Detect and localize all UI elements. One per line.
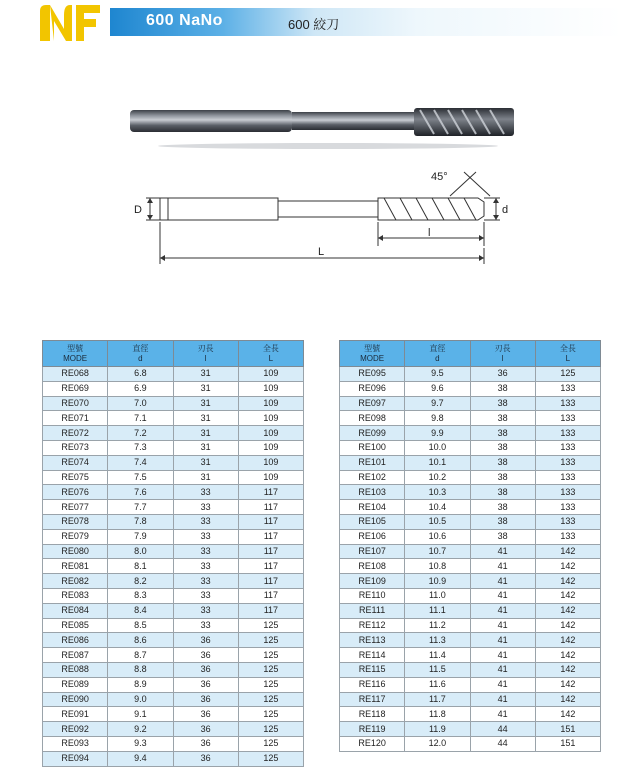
table-row [340,544,601,559]
cell-total-length: 142 [535,574,600,589]
cell-diameter: 9.9 [405,426,470,441]
cell-total-length: 117 [238,500,303,515]
brand-logo [38,3,102,43]
cell-blade-length: 33 [173,529,238,544]
cell-diameter: 7.6 [108,485,173,500]
cell-blade-length: 33 [173,618,238,633]
cell-blade-length: 36 [173,722,238,737]
cell-model: RE117 [340,692,405,707]
cell-blade-length: 36 [173,707,238,722]
cell-model: RE107 [340,544,405,559]
cell-blade-length: 33 [173,544,238,559]
cell-model: RE070 [43,396,108,411]
page-title: 600 NaNo [146,12,223,29]
cell-model: RE085 [43,618,108,633]
table-row [340,381,601,396]
table-row [340,707,601,722]
table-row [43,411,304,426]
cell-model: RE115 [340,662,405,677]
cell-model: RE086 [43,633,108,648]
cell-model: RE119 [340,722,405,737]
dim-label-angle: 45° [431,171,448,183]
header-blade-length: 刃長 l [173,341,238,367]
cell-total-length: 117 [238,559,303,574]
cell-total-length: 142 [535,603,600,618]
cell-total-length: 125 [238,633,303,648]
cell-blade-length: 31 [173,455,238,470]
cell-blade-length: 38 [470,529,535,544]
cell-diameter: 6.8 [108,367,173,382]
cell-blade-length: 36 [173,736,238,751]
cell-model: RE068 [43,367,108,382]
cell-model: RE080 [43,544,108,559]
dim-label-d: d [502,204,509,216]
cell-model: RE093 [43,736,108,751]
cell-blade-length: 41 [470,662,535,677]
table-row [43,751,304,766]
table-row [43,633,304,648]
cell-model: RE096 [340,381,405,396]
cell-blade-length: 41 [470,574,535,589]
cell-blade-length: 33 [173,574,238,589]
table-row [340,692,601,707]
cell-total-length: 117 [238,529,303,544]
cell-model: RE097 [340,396,405,411]
cell-blade-length: 33 [173,485,238,500]
cell-total-length: 109 [238,426,303,441]
cell-model: RE100 [340,440,405,455]
cell-diameter: 8.0 [108,544,173,559]
cell-total-length: 142 [535,559,600,574]
cell-blade-length: 36 [173,662,238,677]
spec-table-right [339,340,601,752]
cell-blade-length: 41 [470,603,535,618]
table-row [43,648,304,663]
cell-diameter: 8.5 [108,618,173,633]
cell-diameter: 9.8 [405,411,470,426]
cell-diameter: 11.9 [405,722,470,737]
table-row [43,662,304,677]
cell-total-length: 109 [238,396,303,411]
cell-blade-length: 41 [470,633,535,648]
cell-total-length: 109 [238,470,303,485]
cell-blade-length: 31 [173,426,238,441]
table-row [43,544,304,559]
cell-blade-length: 36 [173,648,238,663]
cell-diameter: 9.5 [405,367,470,382]
cell-diameter: 8.4 [108,603,173,618]
cell-blade-length: 31 [173,381,238,396]
cell-blade-length: 41 [470,588,535,603]
cell-model: RE083 [43,588,108,603]
cell-diameter: 10.9 [405,574,470,589]
cell-blade-length: 41 [470,648,535,663]
header-model: 型號 MODE [43,341,108,367]
table-header-row [43,341,304,367]
cell-diameter: 10.3 [405,485,470,500]
table-row [340,514,601,529]
cell-total-length: 125 [238,692,303,707]
cell-model: RE089 [43,677,108,692]
cell-total-length: 142 [535,618,600,633]
cell-total-length: 142 [535,648,600,663]
cell-total-length: 133 [535,529,600,544]
cell-blade-length: 41 [470,618,535,633]
cell-blade-length: 41 [470,692,535,707]
cell-diameter: 7.7 [108,500,173,515]
cell-model: RE104 [340,500,405,515]
table-row [340,677,601,692]
cell-diameter: 10.0 [405,440,470,455]
table-row [340,648,601,663]
cell-diameter: 12.0 [405,736,470,751]
cell-total-length: 109 [238,381,303,396]
cell-blade-length: 36 [173,633,238,648]
cell-diameter: 11.1 [405,603,470,618]
cell-model: RE078 [43,514,108,529]
table-row [43,381,304,396]
table-row [43,603,304,618]
table-row [43,485,304,500]
header-model: 型號 MODE [340,341,405,367]
table-row [340,367,601,382]
cell-diameter: 11.8 [405,707,470,722]
cell-diameter: 10.5 [405,514,470,529]
cell-diameter: 7.1 [108,411,173,426]
cell-diameter: 11.4 [405,648,470,663]
table-row [43,367,304,382]
cell-model: RE103 [340,485,405,500]
cell-total-length: 117 [238,544,303,559]
cell-model: RE120 [340,736,405,751]
cell-diameter: 8.3 [108,588,173,603]
cell-model: RE098 [340,411,405,426]
cell-total-length: 142 [535,662,600,677]
dim-label-D: D [134,204,142,216]
cell-blade-length: 33 [173,500,238,515]
cell-diameter: 8.6 [108,633,173,648]
cell-model: RE108 [340,559,405,574]
cell-diameter: 9.3 [108,736,173,751]
cell-model: RE118 [340,707,405,722]
cell-model: RE116 [340,677,405,692]
cell-diameter: 11.0 [405,588,470,603]
cell-blade-length: 38 [470,514,535,529]
cell-model: RE071 [43,411,108,426]
table-header-row [340,341,601,367]
cell-model: RE091 [43,707,108,722]
cell-blade-length: 31 [173,367,238,382]
header-blade-length: 刃長 l [470,341,535,367]
cell-total-length: 133 [535,500,600,515]
cell-total-length: 133 [535,381,600,396]
cell-diameter: 10.8 [405,559,470,574]
cell-blade-length: 31 [173,411,238,426]
cell-diameter: 9.0 [108,692,173,707]
table-row [43,500,304,515]
cell-model: RE101 [340,455,405,470]
cell-blade-length: 36 [470,367,535,382]
table-row [43,455,304,470]
table-row [340,455,601,470]
cell-blade-length: 44 [470,722,535,737]
cell-model: RE114 [340,648,405,663]
cell-total-length: 125 [238,722,303,737]
cell-diameter: 9.2 [108,722,173,737]
cell-diameter: 9.6 [405,381,470,396]
cell-total-length: 142 [535,692,600,707]
cell-total-length: 133 [535,440,600,455]
cell-blade-length: 38 [470,455,535,470]
cell-diameter: 7.3 [108,440,173,455]
cell-total-length: 125 [238,677,303,692]
cell-blade-length: 44 [470,736,535,751]
cell-diameter: 7.8 [108,514,173,529]
table-row [340,722,601,737]
cell-model: RE112 [340,618,405,633]
cell-total-length: 142 [535,544,600,559]
cell-total-length: 125 [238,618,303,633]
table-row [340,529,601,544]
cell-blade-length: 38 [470,470,535,485]
cell-total-length: 142 [535,633,600,648]
cell-diameter: 9.1 [108,707,173,722]
cell-total-length: 133 [535,411,600,426]
table-row [43,574,304,589]
table-row [43,707,304,722]
cell-model: RE105 [340,514,405,529]
cell-diameter: 11.7 [405,692,470,707]
cell-model: RE079 [43,529,108,544]
cell-blade-length: 41 [470,544,535,559]
cell-blade-length: 38 [470,396,535,411]
cell-blade-length: 31 [173,440,238,455]
table-row [43,470,304,485]
cell-diameter: 8.9 [108,677,173,692]
cell-model: RE099 [340,426,405,441]
table-row [340,633,601,648]
table-row [340,426,601,441]
cell-blade-length: 36 [173,751,238,766]
cell-model: RE082 [43,574,108,589]
table-row [340,736,601,751]
cell-model: RE069 [43,381,108,396]
table-row [43,677,304,692]
cell-total-length: 125 [238,736,303,751]
table-row [340,440,601,455]
table-row [340,603,601,618]
cell-total-length: 133 [535,514,600,529]
cell-diameter: 8.1 [108,559,173,574]
cell-blade-length: 41 [470,559,535,574]
cell-blade-length: 36 [173,692,238,707]
cell-diameter: 10.6 [405,529,470,544]
table-row [43,722,304,737]
cell-total-length: 142 [535,707,600,722]
cell-model: RE081 [43,559,108,574]
cell-blade-length: 33 [173,559,238,574]
table-row [340,662,601,677]
cell-diameter: 8.7 [108,648,173,663]
cell-diameter: 8.2 [108,574,173,589]
cell-model: RE094 [43,751,108,766]
cell-blade-length: 38 [470,426,535,441]
cell-model: RE102 [340,470,405,485]
cell-model: RE109 [340,574,405,589]
cell-total-length: 117 [238,603,303,618]
table-row [340,574,601,589]
cell-blade-length: 33 [173,603,238,618]
header-diameter: 直徑 d [108,341,173,367]
cell-blade-length: 31 [173,396,238,411]
cell-diameter: 10.2 [405,470,470,485]
cell-model: RE090 [43,692,108,707]
cell-total-length: 117 [238,514,303,529]
cell-model: RE075 [43,470,108,485]
table-row [43,559,304,574]
cell-total-length: 125 [238,662,303,677]
cell-model: RE095 [340,367,405,382]
cell-total-length: 142 [535,677,600,692]
cell-total-length: 151 [535,722,600,737]
cell-diameter: 10.4 [405,500,470,515]
cell-total-length: 109 [238,367,303,382]
cell-diameter: 7.9 [108,529,173,544]
cell-total-length: 125 [238,707,303,722]
cell-diameter: 7.4 [108,455,173,470]
table-row [43,618,304,633]
cell-model: RE087 [43,648,108,663]
cell-total-length: 133 [535,485,600,500]
table-row [43,588,304,603]
cell-diameter: 11.3 [405,633,470,648]
cell-model: RE084 [43,603,108,618]
cell-blade-length: 38 [470,440,535,455]
cell-model: RE110 [340,588,405,603]
cell-total-length: 125 [535,367,600,382]
page-subtitle: 600 絞刀 [288,17,340,32]
dim-label-l: l [428,227,431,239]
cell-total-length: 117 [238,485,303,500]
table-row [340,500,601,515]
cell-diameter: 7.5 [108,470,173,485]
cell-model: RE072 [43,426,108,441]
table-row [340,470,601,485]
cell-blade-length: 38 [470,485,535,500]
cell-diameter: 6.9 [108,381,173,396]
table-row [43,514,304,529]
cell-blade-length: 36 [173,677,238,692]
cell-blade-length: 31 [173,470,238,485]
table-row [43,692,304,707]
cell-total-length: 109 [238,411,303,426]
header-total-length: 全長 L [238,341,303,367]
cell-diameter: 8.8 [108,662,173,677]
table-row [340,588,601,603]
cell-total-length: 125 [238,648,303,663]
cell-diameter: 11.5 [405,662,470,677]
cell-diameter: 11.6 [405,677,470,692]
table-row [43,529,304,544]
cell-total-length: 125 [238,751,303,766]
cell-total-length: 133 [535,470,600,485]
table-row [43,426,304,441]
cell-total-length: 109 [238,440,303,455]
cell-blade-length: 33 [173,588,238,603]
table-row [340,411,601,426]
header-total-length: 全長 L [535,341,600,367]
cell-diameter: 7.0 [108,396,173,411]
cell-total-length: 133 [535,455,600,470]
table-row [43,440,304,455]
cell-model: RE088 [43,662,108,677]
table-row [340,396,601,411]
cell-total-length: 117 [238,574,303,589]
table-row [43,736,304,751]
table-row [340,485,601,500]
cell-blade-length: 33 [173,514,238,529]
cell-blade-length: 38 [470,500,535,515]
cell-model: RE111 [340,603,405,618]
cell-total-length: 151 [535,736,600,751]
dim-label-L: L [318,246,325,258]
cell-model: RE073 [43,440,108,455]
cell-blade-length: 38 [470,411,535,426]
cell-blade-length: 41 [470,707,535,722]
cell-total-length: 133 [535,396,600,411]
cell-diameter: 10.1 [405,455,470,470]
cell-blade-length: 38 [470,381,535,396]
cell-total-length: 109 [238,455,303,470]
cell-diameter: 7.2 [108,426,173,441]
table-row [340,618,601,633]
spec-table-left [42,340,304,767]
cell-diameter: 10.7 [405,544,470,559]
header-diameter: 直徑 d [405,341,470,367]
cell-diameter: 11.2 [405,618,470,633]
cell-model: RE092 [43,722,108,737]
cell-diameter: 9.4 [108,751,173,766]
cell-model: RE074 [43,455,108,470]
cell-blade-length: 41 [470,677,535,692]
reamer-photo [128,100,523,150]
cell-total-length: 133 [535,426,600,441]
technical-drawing [128,164,528,274]
cell-total-length: 117 [238,588,303,603]
cell-model: RE113 [340,633,405,648]
cell-diameter: 9.7 [405,396,470,411]
table-row [43,396,304,411]
cell-model: RE106 [340,529,405,544]
cell-model: RE076 [43,485,108,500]
cell-model: RE077 [43,500,108,515]
table-row [340,559,601,574]
cell-total-length: 142 [535,588,600,603]
